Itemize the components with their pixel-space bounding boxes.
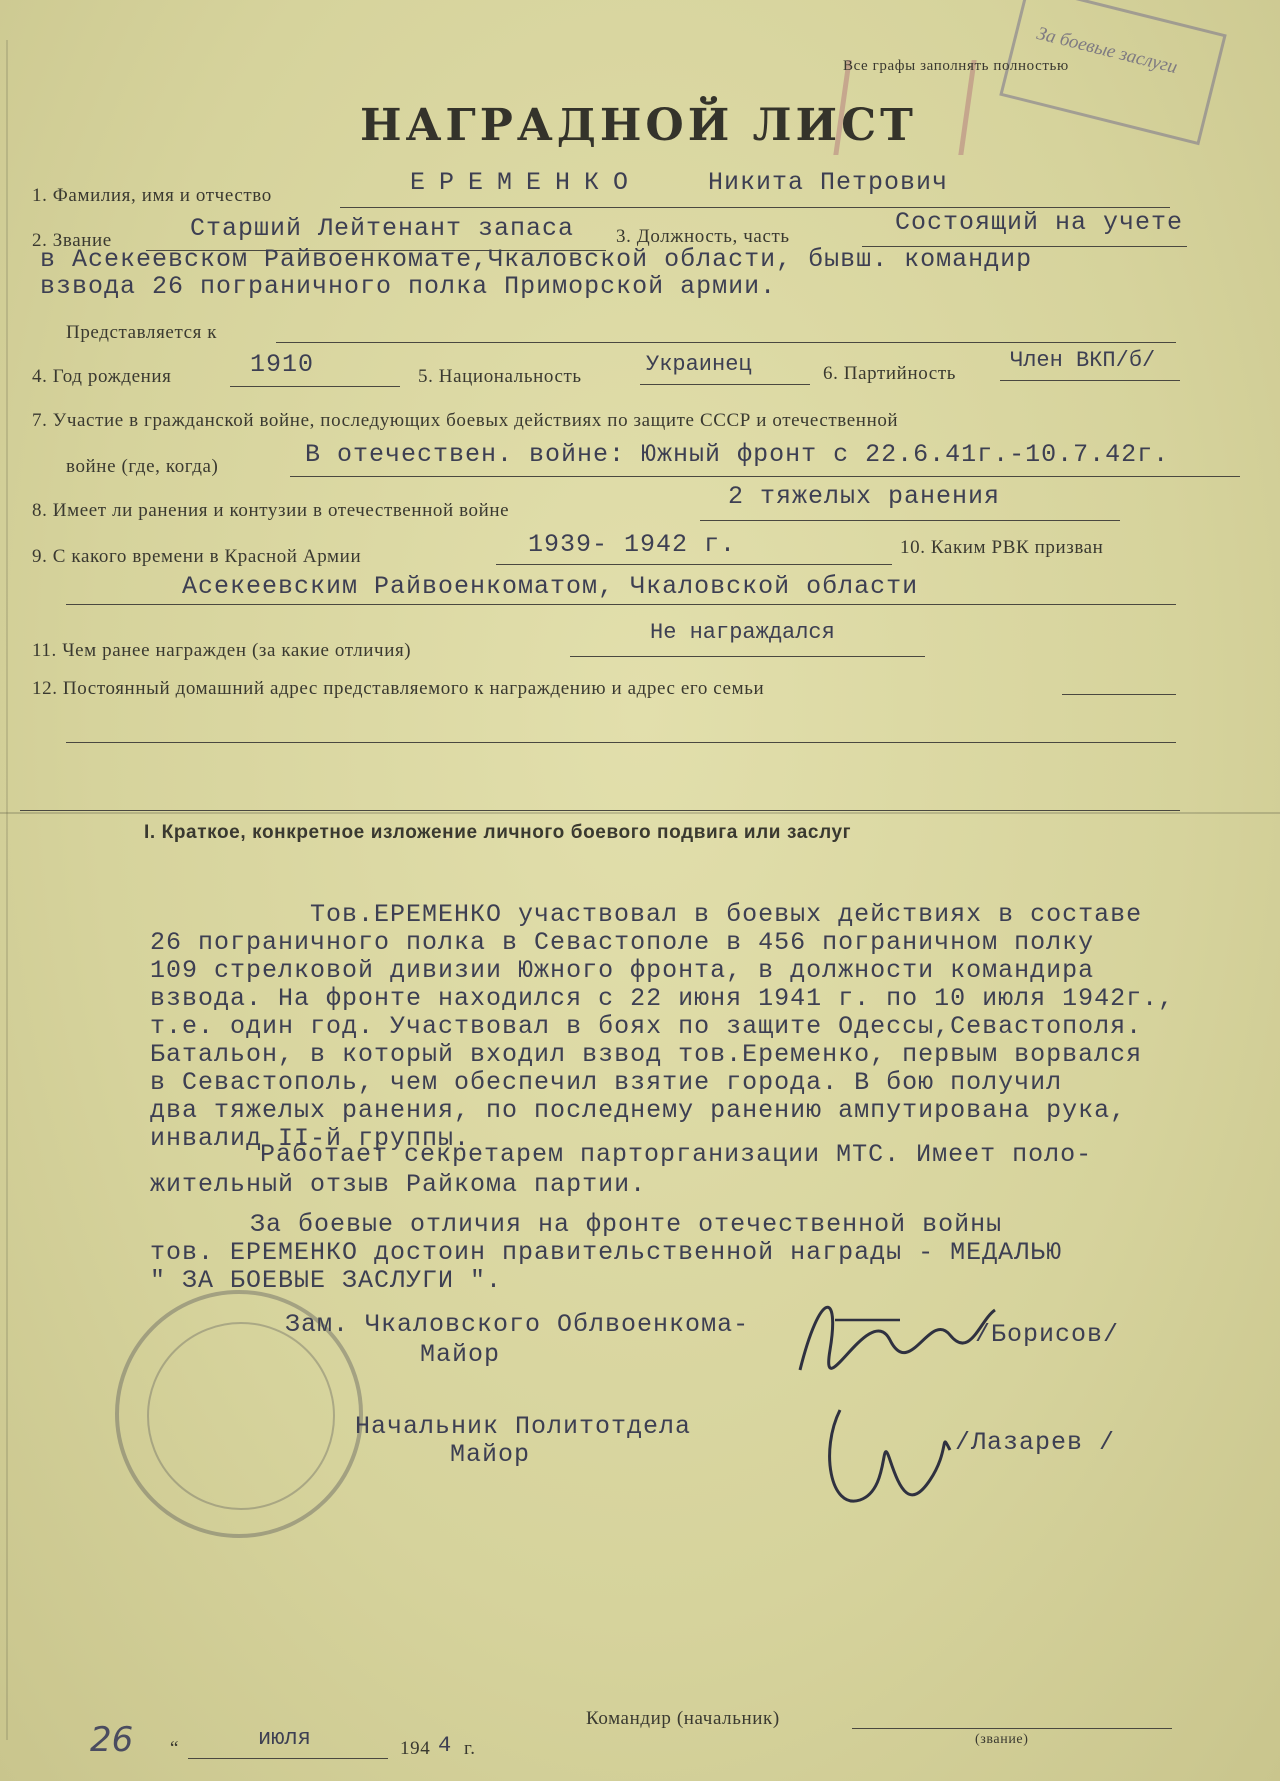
- field-12-line-2: [66, 742, 1176, 743]
- field-1-surname: ЕРЕМЕНКО: [410, 168, 643, 197]
- fill-note: Все графы заполнять полностью: [843, 58, 1069, 74]
- sig2-name: /Лазарев /: [955, 1428, 1116, 1457]
- sig1-rank: Майор: [420, 1340, 501, 1369]
- field-8-value: 2 тяжелых ранения: [728, 482, 1001, 511]
- date-quote: “: [170, 1738, 180, 1759]
- body-line-9: инвалид II-й группы.: [150, 1124, 471, 1153]
- body-line-5: т.е. один год. Участвовал в боях по защите Одессы,Севастополя.: [150, 1012, 1143, 1041]
- field-7-line: [290, 476, 1240, 477]
- date-year-digit: 4: [438, 1733, 452, 1758]
- field-11-line: [570, 656, 925, 657]
- field-4-line: [230, 386, 400, 387]
- sig2-handwritten-signature: [810, 1390, 960, 1530]
- body-line-6: Батальон, в который входил взвод тов.Еременко, первым ворвался: [150, 1040, 1143, 1069]
- field-10-value: Асекеевским Райвоенкоматом, Чкаловской области: [182, 572, 919, 601]
- body-line-14: " ЗА БОЕВЫЕ ЗАСЛУГИ ".: [150, 1266, 503, 1295]
- field-1-label: 1. Фамилия, имя и отчество: [32, 185, 272, 206]
- field-6-label: 6. Партийность: [823, 363, 956, 384]
- field-8-line: [700, 520, 1120, 521]
- body-line-1: Тов.ЕРЕМЕНКО участвовал в боевых действиях в составе: [310, 900, 1143, 929]
- field-4-label: 4. Год рождения: [32, 366, 172, 387]
- field-9-value: 1939- 1942 г.: [528, 530, 737, 559]
- body-line-13: тов. ЕРЕМЕНКО достоин правительственной награды - МЕДАЛЬЮ: [150, 1238, 1063, 1267]
- field-3-value-3: взвода 26 пограничного полка Приморской армии.: [40, 272, 777, 301]
- sig1-name: /Борисов/: [975, 1320, 1120, 1349]
- rank-label: (звание): [975, 1732, 1029, 1747]
- field-3-value-2: в Асекеевском Райвоенкомате,Чкаловской области, бывш. командир: [40, 245, 1033, 274]
- commander-label: Командир (начальник): [586, 1708, 780, 1729]
- body-line-12: За боевые отличия на фронте отечественной войны: [250, 1210, 1003, 1239]
- date-month-line: [188, 1758, 388, 1759]
- field-7-value: В отечествен. войне: Южный фронт с 22.6.41г.-10.7.42г.: [305, 440, 1170, 469]
- presented-line: [276, 342, 1176, 343]
- field-9-line: [496, 564, 892, 565]
- body-line-7: в Севастополь, чем обеспечил взятие города. В бою получил: [150, 1068, 1063, 1097]
- field-5-label: 5. Национальность: [418, 366, 582, 387]
- field-12-label: 12. Постоянный домашний адрес представляемого к награждению и адрес его семьи: [32, 678, 765, 699]
- round-seal-inner: [147, 1322, 335, 1510]
- field-12-line-1: [1062, 694, 1176, 695]
- field-10-line: [66, 604, 1176, 605]
- section-heading: I. Краткое, конкретное изложение личного боевого подвига или заслуг: [144, 822, 852, 843]
- body-line-8: два тяжелых ранения, по последнему ранению ампутирована рука,: [150, 1096, 1127, 1125]
- body-line-3: 109 стрелковой дивизии Южного фронта, в должности командира: [150, 956, 1095, 985]
- fold-line: [0, 812, 1280, 814]
- field-5-value: Украинец: [646, 352, 752, 377]
- section-divider: [20, 810, 1180, 811]
- corner-stamp-text: За боевые заслуги: [1034, 22, 1180, 79]
- page-title: НАГРАДНОЙ ЛИСТ: [360, 100, 917, 151]
- field-3-value-1: Состоящий на учете: [895, 208, 1184, 237]
- date-day: 26: [90, 1720, 134, 1760]
- field-7-label-2: войне (где, когда): [66, 456, 219, 477]
- field-3-label: 3. Должность, часть: [616, 226, 790, 247]
- sig1-title: Зам. Чкаловского Облвоенкома-: [285, 1310, 750, 1339]
- field-10-label: 10. Каким РВК призван: [900, 537, 1104, 558]
- body-line-2: 26 пограничного полка в Севастополе в 456 пограничном полку: [150, 928, 1095, 957]
- field-5-line: [640, 384, 810, 385]
- body-line-11: жительный отзыв Райкома партии.: [150, 1170, 647, 1199]
- sig2-title: Начальник Политотдела: [355, 1412, 692, 1441]
- field-8-label: 8. Имеет ли ранения и контузии в отечественной войне: [32, 500, 510, 521]
- field-4-value: 1910: [250, 350, 315, 379]
- field-11-label: 11. Чем ранее награжден (за какие отличия): [32, 640, 412, 661]
- page-edge-line: [6, 40, 8, 1740]
- field-1-name: Никита Петрович: [708, 168, 949, 197]
- date-year-prefix: 194: [400, 1738, 431, 1759]
- date-month: июля: [258, 1726, 311, 1751]
- field-2-value: Старший Лейтенант запаса: [190, 214, 575, 243]
- field-2-label: 2. Звание: [32, 230, 112, 251]
- field-6-line: [1000, 380, 1180, 381]
- field-7-label-1: 7. Участие в гражданской войне, последующих боевых действиях по защите СССР и отечественной: [32, 410, 899, 431]
- field-6-value: Член ВКП/б/: [1010, 348, 1156, 373]
- body-line-4: взвода. На фронте находился с 22 июня 1941 г. по 10 июля 1942г.,: [150, 984, 1175, 1013]
- presented-label: Представляется к: [66, 322, 218, 343]
- sig2-rank: Майор: [450, 1440, 531, 1469]
- field-11-value: Не награждался: [650, 620, 835, 645]
- body-line-10: Работает секретарем парторганизации МТС. Имеет поло-: [260, 1140, 1093, 1169]
- commander-line: [852, 1728, 1172, 1729]
- date-year-suffix: г.: [464, 1738, 476, 1759]
- field-9-label: 9. С какого времени в Красной Армии: [32, 546, 362, 567]
